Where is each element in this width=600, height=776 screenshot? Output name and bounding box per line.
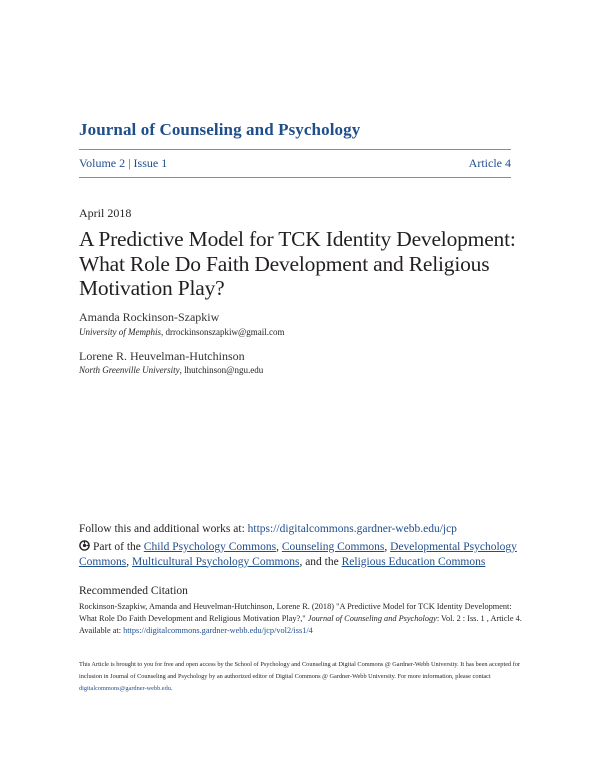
follow-line — [79, 523, 457, 535]
author-name: Lorene R. Heuvelman-Hutchinson — [79, 349, 245, 363]
author-institution: University of Memphis — [79, 327, 161, 337]
header-rule-top — [79, 149, 511, 150]
volume-link[interactable]: Volume 2 — [79, 156, 126, 170]
author-email: drrockinsonszapkiw@gmail.com — [165, 327, 285, 337]
article-title: A Predictive Model for TCK Identity Development: What Role Do Faith Development and Religious Motivation Play? — [79, 227, 516, 300]
commons-link-developmental-psychology[interactable]: Developmental Psychology Commons — [79, 541, 517, 568]
recommended-citation-heading: Recommended Citation — [79, 585, 188, 597]
footer-text: This Article is brought to you for free and open access by the School of Psychology and Counseling at Digital Commons @ Gardner-Webb University. It has been accepted for inclusion in Journal of Counseling and Psychology by an authorized editor of Digital Commons @ Gardner-Webb University. For more information, please contact — [79, 661, 521, 680]
commons-link-counseling[interactable]: Counseling Commons — [281, 541, 385, 553]
author-name: Amanda Rockinson-Szapkiw — [79, 310, 220, 324]
author-affiliation: University of Memphis, drrockinsonszapkiw@gmail.com — [79, 327, 285, 337]
journal-title[interactable]: Journal of Counseling and Psychology — [79, 120, 361, 139]
author-email: lhutchinson@ngu.edu — [184, 365, 264, 375]
citation-url-link[interactable]: https://digitalcommons.gardner-webb.edu/jcp/vol2/iss1/4 — [123, 626, 313, 635]
repository-link[interactable]: https://digitalcommons.gardner-webb.edu/jcp — [247, 523, 457, 535]
list-separator: , — [276, 541, 282, 553]
recommended-citation — [79, 601, 529, 637]
volume-issue-separator: | — [128, 156, 131, 170]
follow-text: Follow this and additional works at: — [79, 523, 248, 535]
author-institution: North Greenville University — [79, 365, 180, 375]
article-number-link[interactable]: Article 4 — [468, 156, 511, 170]
author-affiliation: North Greenville University, lhutchinson@ngu.edu — [79, 365, 264, 375]
issue-link[interactable]: Issue 1 — [133, 156, 168, 170]
header-rule-bottom — [79, 177, 511, 178]
contact-email-link[interactable]: digitalcommons@gardner-webb.edu — [79, 685, 171, 692]
citation-lead: Rockinson-Szapkiw, Amanda and Heuvelman-Hutchinson, Lorene R. (2018) "A Predictive Model for TCK Identity Development: What Role Do Faith Development and Religious Motivation Play?," — [79, 602, 512, 623]
network-commons-icon — [79, 540, 90, 551]
part-of-commons — [79, 540, 519, 569]
citation-rest: : Vol. 2 : Iss. 1 , Article 4. — [436, 614, 522, 623]
commons-link-multicultural-psychology[interactable]: Multicultural Psychology Commons — [132, 555, 300, 568]
citation-journal: Journal of Counseling and Psychology — [307, 614, 437, 623]
commons-link-religious-education[interactable]: Religious Education Commons — [341, 555, 486, 568]
footer-end: . — [170, 685, 173, 692]
access-footer — [79, 659, 529, 695]
citation-available-label: Available at: — [79, 626, 124, 635]
commons-link-child-psychology[interactable]: Child Psychology Commons — [143, 541, 277, 553]
part-of-prefix: Part of the — [93, 541, 144, 553]
list-separator: , — [126, 555, 133, 568]
volume-issue — [79, 156, 167, 171]
list-separator: , — [384, 541, 391, 553]
publication-date: April 2018 — [79, 206, 132, 220]
list-and: , and the — [299, 555, 342, 568]
